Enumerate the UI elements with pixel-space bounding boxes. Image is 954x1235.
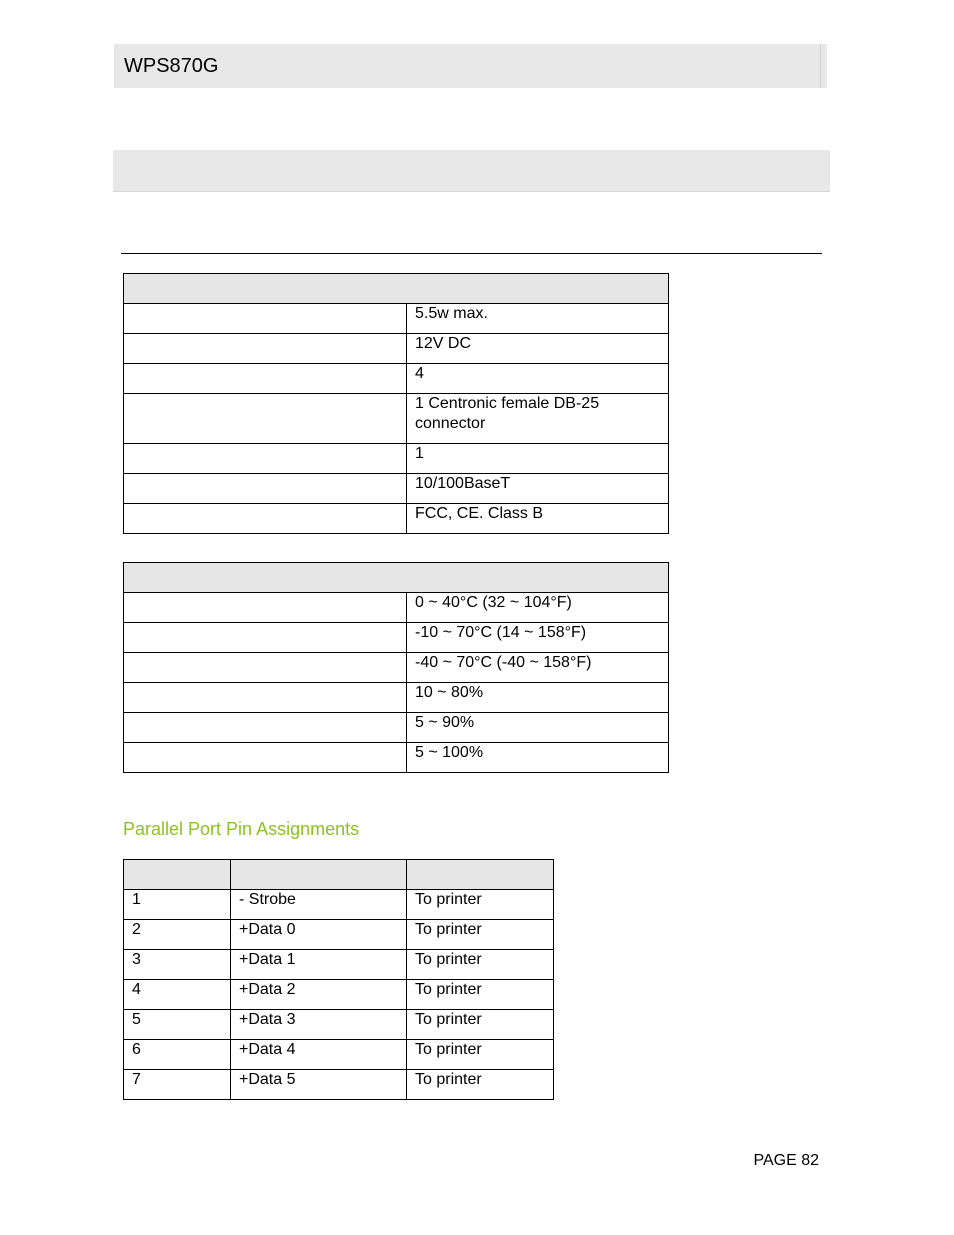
spec-label: [124, 504, 407, 534]
signal-header-cell: [231, 860, 407, 890]
table-row: [124, 950, 554, 980]
pin-direction: To printer: [407, 920, 554, 950]
spec-value: 5.5w max.: [407, 304, 669, 334]
horizontal-rule: [121, 253, 822, 254]
table-row: [124, 1040, 554, 1070]
pin-number: 5: [124, 1010, 231, 1040]
spec-label: [124, 364, 407, 394]
spec-label: [124, 623, 407, 653]
pin-direction: To printer: [407, 1010, 554, 1040]
pin-number: 6: [124, 1040, 231, 1070]
environment-spec-table: [123, 562, 669, 773]
table-row: [124, 394, 669, 444]
table-row: [124, 683, 669, 713]
direction-header-cell: [407, 860, 554, 890]
page-number: PAGE 82: [753, 1152, 819, 1169]
table-header-cell: [124, 563, 669, 593]
table-header-row: [124, 563, 669, 593]
table-row: [124, 743, 669, 773]
pin-number: 2: [124, 920, 231, 950]
spec-label: [124, 474, 407, 504]
spec-value: FCC, CE. Class B: [407, 504, 669, 534]
running-header: [114, 44, 827, 88]
spec-label: [124, 713, 407, 743]
table-row: [124, 1010, 554, 1040]
pin-number: 4: [124, 980, 231, 1010]
table-row: [124, 890, 554, 920]
table-row: [124, 593, 669, 623]
table-row: [124, 364, 669, 394]
table-row: [124, 623, 669, 653]
header-divider: [820, 44, 821, 88]
spec-label: [124, 334, 407, 364]
pin-signal: - Strobe: [231, 890, 407, 920]
spec-value: 1: [407, 444, 669, 474]
pin-number: 1: [124, 890, 231, 920]
spec-value: -10 ~ 70°C (14 ~ 158°F): [407, 623, 669, 653]
spec-value: 0 ~ 40°C (32 ~ 104°F): [407, 593, 669, 623]
parallel-port-heading: Parallel Port Pin Assignments: [123, 819, 360, 839]
spec-label: [124, 653, 407, 683]
table-row: [124, 474, 669, 504]
spec-value: 12V DC: [407, 334, 669, 364]
section-heading-band: [113, 150, 830, 192]
pin-direction: To printer: [407, 1040, 554, 1070]
table-row: [124, 1070, 554, 1100]
pin-direction: To printer: [407, 1070, 554, 1100]
pin-number: 7: [124, 1070, 231, 1100]
spec-label: [124, 444, 407, 474]
pin-signal: +Data 3: [231, 1010, 407, 1040]
parallel-pin-table: [123, 859, 554, 1100]
table-header-row: [124, 860, 554, 890]
spec-label: [124, 593, 407, 623]
table-row: [124, 304, 669, 334]
table-row: [124, 444, 669, 474]
spec-value: 10 ~ 80%: [407, 683, 669, 713]
product-name: WPS870G: [124, 55, 219, 77]
table-row: [124, 920, 554, 950]
spec-label: [124, 304, 407, 334]
spec-value: -40 ~ 70°C (-40 ~ 158°F): [407, 653, 669, 683]
pin-direction: To printer: [407, 980, 554, 1010]
pin-direction: To printer: [407, 890, 554, 920]
pin-signal: +Data 1: [231, 950, 407, 980]
pin-signal: +Data 5: [231, 1070, 407, 1100]
table-row: [124, 713, 669, 743]
table-row: [124, 653, 669, 683]
spec-value: 4: [407, 364, 669, 394]
table-row: [124, 980, 554, 1010]
spec-value: 10/100BaseT: [407, 474, 669, 504]
spec-label: [124, 743, 407, 773]
spec-value: 1 Centronic female DB-25 connector: [407, 394, 669, 444]
table-header-row: [124, 274, 669, 304]
pin-header-cell: [124, 860, 231, 890]
table-row: [124, 334, 669, 364]
power-spec-table: [123, 273, 669, 534]
spec-label: [124, 394, 407, 444]
spec-value: 5 ~ 90%: [407, 713, 669, 743]
pin-direction: To printer: [407, 950, 554, 980]
spec-value: 5 ~ 100%: [407, 743, 669, 773]
pin-signal: +Data 0: [231, 920, 407, 950]
table-header-cell: [124, 274, 669, 304]
spec-label: [124, 683, 407, 713]
pin-signal: +Data 2: [231, 980, 407, 1010]
table-row: [124, 504, 669, 534]
pin-number: 3: [124, 950, 231, 980]
pin-signal: +Data 4: [231, 1040, 407, 1070]
